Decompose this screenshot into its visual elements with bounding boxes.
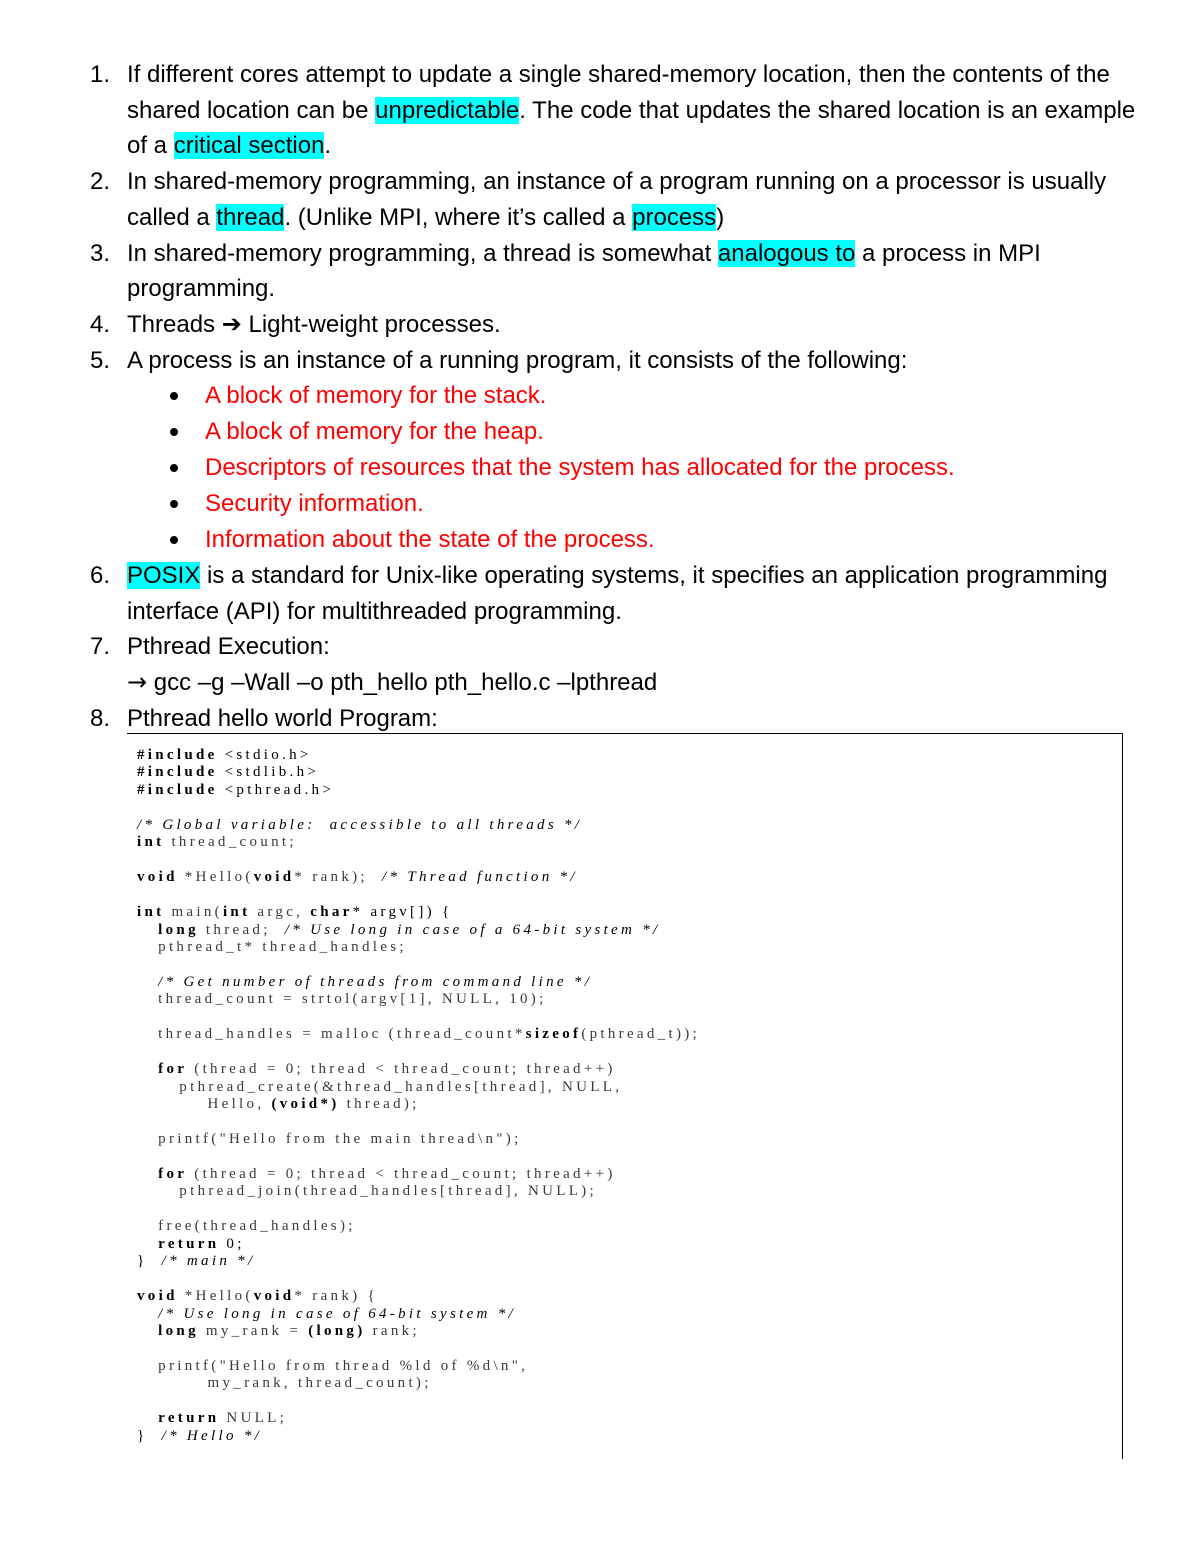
code-line: [137, 1340, 700, 1357]
code-line: [137, 1079, 700, 1096]
code-token: }: [137, 1253, 162, 1270]
highlighted-term: thread: [216, 203, 285, 231]
code-token: printf("Hello from thread %ld of %d\n",: [137, 1357, 529, 1374]
arrow-icon: ➔: [221, 309, 242, 338]
code-token: <stdio.h>: [217, 747, 312, 763]
code-line: [137, 852, 700, 869]
list-item: [0, 343, 1147, 379]
code-token: void: [253, 869, 295, 886]
list-item-text: In shared-memory programming, an instance of a program running on a processor is usually called a: [127, 168, 1107, 231]
bullet-icon: [170, 392, 178, 400]
code-token: int: [137, 904, 165, 921]
code-line: [137, 904, 700, 921]
code-token: main(: [164, 904, 223, 921]
code-token: * argv[]) {: [352, 904, 453, 921]
list-item-number: 5.: [90, 346, 111, 374]
code-line: [137, 1201, 700, 1218]
code-token: argc,: [250, 904, 311, 921]
code-line: [137, 817, 700, 834]
code-token: #include: [137, 781, 218, 798]
code-token: /* Use long in case of a 64-bit system */: [284, 921, 661, 938]
highlighted-term: analogous to: [717, 239, 856, 267]
list-item-text: If different cores attempt to update a single shared-memory location, then the contents of the shared location can be: [127, 61, 1110, 124]
code-token: my_rank =: [198, 1322, 309, 1339]
list-item: [0, 236, 1147, 307]
bullet-icon: [170, 428, 178, 436]
list-item-number: 6.: [90, 561, 111, 589]
list-item-number: 2.: [90, 168, 111, 196]
code-token: pthread_create(&thread_handles[thread], NULL,: [137, 1078, 623, 1095]
list-item-text: Light-weight processes.: [241, 310, 501, 338]
code-line: [137, 1288, 700, 1305]
code-line: [137, 1044, 700, 1061]
list-item-text: Pthread hello world Program:: [127, 704, 438, 732]
code-line: [137, 1183, 700, 1200]
code-line: [137, 922, 700, 939]
bullet-item: [0, 522, 1200, 558]
code-line: [137, 834, 700, 851]
code-token: sizeof: [525, 1026, 582, 1043]
bullet-icon: [170, 464, 178, 472]
arrow-icon: →: [127, 667, 148, 696]
code-token: return: [158, 1410, 220, 1427]
code-listing: [137, 747, 700, 1445]
code-token: rank;: [365, 1322, 420, 1339]
code-listing-box: [127, 733, 1123, 1459]
list-item-text: Pthread Execution:: [127, 633, 330, 661]
highlighted-term: process: [632, 203, 717, 231]
code-token: for: [158, 1165, 188, 1182]
code-token: thread_count;: [164, 834, 297, 851]
code-token: free(thread_handles);: [137, 1218, 356, 1235]
code-line: [137, 1148, 700, 1165]
code-token: int: [137, 834, 165, 851]
code-token: [137, 974, 158, 990]
code-line: [137, 1096, 700, 1113]
list-item-text: a process in MPI programming.: [127, 239, 1041, 303]
code-token: }: [137, 1427, 162, 1444]
list-item: [0, 164, 1147, 235]
code-token: void: [253, 1288, 295, 1305]
list-item-text: A process is an instance of a running program, it consists of the following:: [127, 346, 908, 374]
code-token: (thread = 0; thread < thread_count; thread++): [187, 1165, 616, 1182]
code-token: pthread_t* thread_handles;: [137, 938, 407, 955]
code-line: [137, 956, 700, 973]
bullet-item: [0, 450, 1200, 486]
code-token: [137, 1166, 158, 1182]
code-token: [137, 1306, 158, 1322]
code-token: pthread_join(thread_handles[thread], NULL);: [137, 1183, 597, 1200]
code-token: thread_count = strtol(argv[1], NULL, 10);: [137, 991, 547, 1008]
list-item: [0, 57, 1147, 164]
code-line: [137, 1306, 700, 1323]
code-token: #include: [137, 747, 218, 763]
highlighted-term: POSIX: [127, 561, 201, 589]
code-token: void: [137, 869, 178, 886]
code-token: <pthread.h>: [217, 781, 335, 798]
list-item-text: . The code that updates the shared location is an example of a: [127, 96, 1136, 160]
code-token: /* Get number of threads from command line */: [158, 973, 593, 990]
code-token: *Hello(: [177, 1288, 254, 1305]
code-token: for: [158, 1061, 188, 1078]
bullet-icon: [170, 500, 178, 508]
code-line: [137, 939, 700, 956]
code-line: [137, 1166, 700, 1183]
code-token: *Hello(: [177, 869, 254, 886]
code-token: thread);: [339, 1096, 420, 1113]
code-token: Hello,: [137, 1096, 272, 1113]
code-token: printf("Hello from the main thread\n");: [137, 1130, 522, 1147]
code-line: [137, 1358, 700, 1375]
code-line: [137, 1253, 700, 1270]
numbered-list: [0, 57, 1200, 736]
code-line: [137, 974, 700, 991]
list-item-number: 4.: [90, 310, 111, 338]
bullet-text: Information about the state of the process.: [205, 525, 655, 553]
code-token: (thread = 0; thread < thread_count; thread++): [187, 1061, 616, 1078]
code-token: [137, 1410, 158, 1426]
code-line: [137, 1323, 700, 1340]
list-item-number: 7.: [90, 633, 111, 661]
code-line: [137, 1410, 700, 1427]
code-line: [137, 1236, 700, 1253]
code-token: <stdlib.h>: [217, 764, 320, 781]
code-token: thread;: [198, 921, 285, 938]
code-line: [137, 1009, 700, 1026]
bullet-icon: [170, 536, 178, 544]
bullet-text: Descriptors of resources that the system has allocated for the process.: [205, 454, 955, 482]
code-line: [137, 799, 700, 816]
list-item: [0, 307, 1147, 343]
code-token: long: [158, 1322, 199, 1339]
list-item-number: 3.: [90, 239, 111, 267]
code-line: [137, 1131, 700, 1148]
code-token: * rank) {: [294, 1288, 378, 1305]
code-line: [137, 887, 700, 904]
code-line: [137, 764, 700, 781]
code-token: char: [310, 904, 353, 921]
bullet-text: A block of memory for the stack.: [205, 382, 547, 410]
list-item-number: 8.: [90, 704, 111, 732]
code-token: NULL;: [219, 1410, 288, 1427]
code-token: #include: [137, 764, 218, 781]
code-token: /* Hello */: [161, 1427, 263, 1444]
code-token: [137, 1061, 158, 1077]
code-line: [137, 1375, 700, 1392]
code-token: my_rank, thread_count);: [137, 1375, 432, 1392]
list-item-text: is a standard for Unix-like operating systems, it specifies an application programming interface (API) for multithreaded programming.: [127, 561, 1108, 625]
highlighted-term: unpredictable: [375, 96, 520, 124]
code-token: [137, 1236, 158, 1252]
code-line: [137, 782, 700, 799]
code-token: long: [158, 921, 199, 938]
code-token: [137, 1323, 158, 1339]
command-line: [0, 665, 1200, 701]
code-token: (pthread_t));: [581, 1026, 701, 1043]
bullet-text: A block of memory for the heap.: [205, 418, 544, 446]
code-line: [137, 1271, 700, 1288]
list-item: [0, 701, 1147, 737]
code-token: (void*): [271, 1096, 340, 1113]
bullet-list: [0, 378, 1200, 558]
list-item-text: . (Unlike MPI, where it’s called a: [284, 203, 633, 231]
bullet-item: [0, 378, 1200, 414]
code-line: [137, 747, 700, 764]
code-token: (long): [308, 1322, 366, 1339]
list-item: [0, 629, 1147, 665]
code-token: return: [158, 1235, 220, 1252]
code-line: [137, 1114, 700, 1131]
code-token: * rank);: [294, 869, 382, 886]
code-line: [137, 1061, 700, 1078]
code-line: [137, 1026, 700, 1043]
code-line: [137, 869, 700, 886]
command-text: gcc –g –Wall –o pth_hello pth_hello.c –lpthread: [147, 668, 658, 696]
code-token: void: [137, 1288, 178, 1305]
code-token: 0;: [219, 1235, 245, 1252]
list-item-text: In shared-memory programming, a thread is somewhat: [127, 239, 718, 267]
code-token: [137, 922, 158, 938]
highlighted-term: critical section: [173, 132, 325, 160]
code-token: int: [222, 904, 251, 921]
code-token: thread_handles = malloc (thread_count*: [137, 1026, 526, 1043]
list-item-text: .: [324, 132, 332, 160]
code-line: [137, 991, 700, 1008]
list-item-text: Threads: [127, 310, 222, 338]
code-token: /* Use long in case of 64-bit system */: [158, 1305, 516, 1322]
code-line: [137, 1218, 700, 1235]
code-line: [137, 1393, 700, 1410]
list-item-text: ): [716, 203, 725, 231]
code-line: [137, 1428, 700, 1445]
code-token: /* Global variable: accessible to all threads */: [137, 816, 583, 833]
code-token: /* main */: [161, 1253, 256, 1270]
bullet-text: Security information.: [205, 490, 424, 518]
code-token: /* Thread function */: [382, 869, 578, 886]
list-item: [0, 558, 1147, 629]
bullet-item: [0, 414, 1200, 450]
bullet-item: [0, 486, 1200, 522]
list-item-number: 1.: [90, 61, 111, 88]
